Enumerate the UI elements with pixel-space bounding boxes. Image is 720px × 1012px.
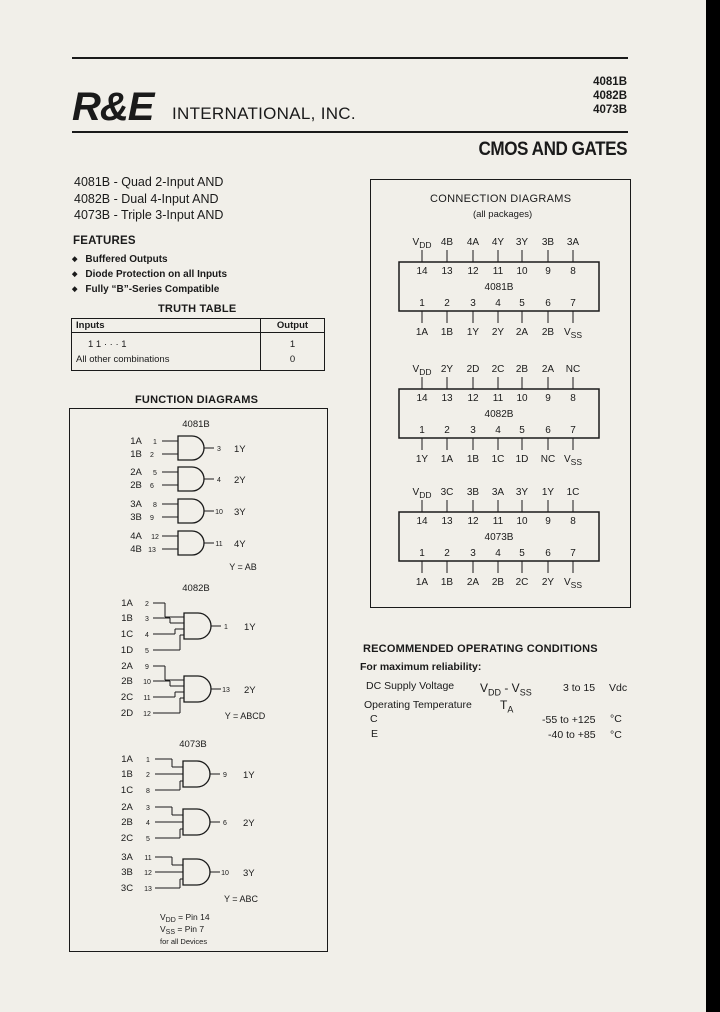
- input-pin: 1: [153, 439, 157, 446]
- top-pin-label: 3C: [440, 487, 454, 498]
- input-name: 1A: [121, 598, 133, 609]
- top-pin-number: 13: [441, 516, 453, 527]
- bottom-pin-label: 1A: [415, 577, 429, 588]
- top-pin-label: 2C: [491, 364, 505, 375]
- top-pin-number: 9: [545, 266, 551, 277]
- bottom-pin-label: $V_{SS}$: [563, 454, 583, 467]
- top-pin-label: 3B: [541, 237, 555, 248]
- temp-symbol-t: T: [500, 698, 508, 712]
- connection-diagrams-subheading: (all packages): [473, 209, 533, 220]
- input-name: 3A: [121, 852, 133, 863]
- bottom-pin-number: 2: [444, 548, 450, 559]
- equation-4082b: Y = ABCD: [224, 711, 266, 721]
- output-name: 2Y: [244, 685, 256, 696]
- table-row: [72, 333, 325, 371]
- bottom-pin-number: 2: [444, 298, 450, 309]
- input-pin: 2: [146, 772, 150, 779]
- bottom-pin-number: 3: [470, 548, 476, 559]
- company-logo: R&E: [72, 85, 154, 129]
- supply-range: 3 to 15: [563, 682, 596, 694]
- output-header: Output: [261, 319, 325, 333]
- input-name: 2D: [120, 708, 134, 719]
- input-pin: 1: [146, 757, 150, 764]
- temp-symbol: [500, 698, 513, 714]
- input-pin: 9: [145, 664, 149, 671]
- input-pin: 3: [146, 805, 150, 812]
- bottom-pin-number: 7: [570, 425, 576, 436]
- bottom-pin-label: 1D: [515, 454, 529, 465]
- description-line: 4081B - Quad 2-Input AND: [74, 175, 224, 189]
- top-pin-label: 2D: [466, 364, 480, 375]
- input-pin: 12: [151, 534, 159, 541]
- output-pin: 13: [222, 687, 230, 694]
- top-pin-label: 1Y: [541, 487, 555, 498]
- input-pin: 5: [153, 470, 157, 477]
- top-pin-label: 2B: [515, 364, 529, 375]
- bottom-pin-label: 1Y: [415, 454, 429, 465]
- supply-label: DC Supply Voltage: [366, 680, 455, 692]
- input-pin: 8: [153, 502, 157, 509]
- top-pin-label: 2A: [541, 364, 555, 375]
- inputs-header: Inputs: [72, 319, 261, 333]
- bottom-pin-label: 2Y: [541, 577, 555, 588]
- supply-symbol-ss: SS: [519, 687, 532, 698]
- footnote-all-devices: for all Devices: [160, 937, 208, 946]
- top-pin-label: NC: [565, 364, 581, 375]
- top-pin-label: 1C: [566, 487, 580, 498]
- top-pin-label: $V_{DD}$: [412, 487, 432, 500]
- bottom-pin-number: 6: [545, 425, 551, 436]
- input-name: 1A: [130, 436, 142, 447]
- bottom-pin-label: 1B: [440, 577, 454, 588]
- top-pin-number: 9: [545, 393, 551, 404]
- bottom-pin-number: 1: [419, 298, 425, 309]
- connection-diagrams-heading: CONNECTION DIAGRAMS: [430, 193, 572, 205]
- bottom-pin-label: 2A: [515, 327, 529, 338]
- top-pin-number: 14: [416, 393, 428, 404]
- truth-table: [71, 318, 325, 371]
- input-pin: 4: [146, 820, 150, 827]
- bottom-pin-number: 7: [570, 548, 576, 559]
- chip-name: 4081B: [484, 282, 514, 293]
- input-pin: 2: [150, 452, 154, 459]
- bottom-pin-number: 1: [419, 425, 425, 436]
- input-name: 1C: [120, 785, 134, 796]
- output-cell: [261, 333, 325, 371]
- input-name: 1B: [121, 613, 133, 624]
- chip-name: 4073B: [484, 532, 514, 543]
- top-pin-number: 13: [441, 266, 453, 277]
- top-pin-number: 11: [492, 266, 504, 277]
- input-name: 2C: [120, 692, 134, 703]
- top-pin-number: 9: [545, 516, 551, 527]
- output-name: 3Y: [243, 868, 255, 879]
- truth-table-heading: TRUTH TABLE: [158, 303, 237, 315]
- output-pin: 9: [223, 772, 227, 779]
- bottom-pin-label: 1B: [440, 327, 454, 338]
- output-pin: 10: [221, 870, 229, 877]
- output-pin: 4: [217, 477, 221, 484]
- bottom-pin-label: 1Y: [466, 327, 480, 338]
- top-pin-number: 12: [467, 266, 479, 277]
- supply-symbol-v: V: [480, 681, 489, 695]
- bottom-pin-label: 2Y: [491, 327, 505, 338]
- truth-row-2-inputs: All other combinations: [76, 354, 170, 365]
- input-name: 2A: [121, 661, 133, 672]
- input-pin: 2: [145, 601, 149, 608]
- footnote-vdd: $V_{DD}$ = Pin 14: [160, 912, 210, 924]
- top-pin-label: 3Y: [515, 237, 529, 248]
- input-name: 3B: [121, 867, 133, 878]
- input-pin: 13: [144, 886, 152, 893]
- footnote-vss: $V_{SS}$ = Pin 7: [160, 924, 205, 936]
- equation-4081b: Y = AB: [229, 562, 257, 572]
- truth-row-1-output: 1: [289, 339, 296, 350]
- output-name: 1Y: [244, 622, 256, 633]
- input-pin: 8: [146, 788, 150, 795]
- page-title: CMOS AND GATES: [478, 139, 627, 160]
- temp-label: Operating Temperature: [364, 699, 472, 711]
- roc-heading: RECOMMENDED OPERATING CONDITIONS: [363, 643, 598, 655]
- supply-symbol-dash: - V: [501, 681, 520, 695]
- top-pin-number: 8: [570, 266, 576, 277]
- output-pin: 10: [215, 509, 223, 516]
- device-descriptions: [74, 174, 223, 224]
- top-pin-number: 12: [467, 516, 479, 527]
- bottom-pin-number: 6: [545, 298, 551, 309]
- truth-row-2-output: 0: [289, 354, 296, 365]
- part-number: 4073B: [593, 104, 627, 116]
- output-name: 4Y: [234, 539, 246, 550]
- part-numbers: [560, 75, 627, 117]
- roc-subheading: For maximum reliability:: [360, 661, 482, 673]
- input-name: 3C: [120, 883, 134, 894]
- top-pin-number: 10: [516, 516, 528, 527]
- description-line: 4073B - Triple 3-Input AND: [74, 208, 224, 222]
- input-name: 3A: [130, 499, 142, 510]
- output-name: 2Y: [243, 818, 255, 829]
- feature-item: ◆ Fully “B”-Series Compatible: [72, 283, 227, 298]
- input-name: 4B: [130, 544, 142, 555]
- input-name: 1A: [121, 754, 133, 765]
- connection-diagrams-box: [370, 179, 631, 608]
- input-pin: 4: [145, 632, 149, 639]
- bottom-pin-number: 2: [444, 425, 450, 436]
- bottom-pin-label: 1C: [491, 454, 505, 465]
- temp-e-unit: °C: [610, 729, 622, 741]
- features-list: [72, 253, 227, 298]
- input-name: 4A: [130, 531, 142, 542]
- input-pin: 6: [150, 483, 154, 490]
- title-rule: [72, 131, 628, 133]
- input-pin: 11: [144, 855, 152, 862]
- bottom-pin-number: 6: [545, 548, 551, 559]
- bottom-pin-number: 3: [470, 298, 476, 309]
- output-pin: 3: [217, 446, 221, 453]
- bottom-pin-label: 1A: [415, 327, 429, 338]
- bottom-pin-label: 1A: [440, 454, 454, 465]
- bottom-pin-number: 1: [419, 548, 425, 559]
- top-pin-number: 8: [570, 393, 576, 404]
- description-line: 4082B - Dual 4-Input AND: [74, 191, 219, 206]
- feature-item: ◆ Buffered Outputs: [72, 253, 227, 268]
- top-pin-number: 14: [416, 266, 428, 277]
- input-pin: 13: [148, 547, 156, 554]
- temp-c-range: -55 to +125: [542, 714, 596, 726]
- top-pin-label: $V_{DD}$: [412, 364, 432, 377]
- bottom-pin-label: 1B: [466, 454, 480, 465]
- function-diagrams-heading: FUNCTION DIAGRAMS: [135, 394, 259, 406]
- input-name: 1D: [120, 645, 134, 656]
- bottom-pin-label: NC: [540, 454, 556, 465]
- top-pin-label: 3A: [566, 237, 580, 248]
- bottom-pin-number: 7: [570, 298, 576, 309]
- output-name: 1Y: [243, 770, 255, 781]
- bottom-pin-number: 3: [470, 425, 476, 436]
- input-pin: 5: [146, 836, 150, 843]
- top-pin-label: 3A: [491, 487, 505, 498]
- feature-item: ◆ Diode Protection on all Inputs: [72, 268, 227, 283]
- bottom-pin-label: 2C: [515, 577, 529, 588]
- output-pin: 11: [215, 541, 223, 548]
- input-name: 2A: [121, 802, 133, 813]
- input-name: 1C: [120, 629, 134, 640]
- bottom-pin-label: $V_{SS}$: [563, 577, 583, 590]
- input-name: 2B: [121, 676, 133, 687]
- top-pin-number: 14: [416, 516, 428, 527]
- top-pin-number: 12: [467, 393, 479, 404]
- top-pin-label: 4Y: [491, 237, 505, 248]
- table-header-row: [72, 319, 325, 333]
- input-pin: 12: [143, 711, 151, 718]
- supply-unit: Vdc: [609, 682, 628, 694]
- top-pin-label: 3B: [466, 487, 480, 498]
- features-heading: FEATURES: [73, 235, 136, 247]
- temp-e-label: E: [371, 728, 379, 740]
- output-name: 3Y: [234, 507, 246, 518]
- chip-name: 4082B: [484, 409, 514, 420]
- supply-symbol-dd: DD: [488, 687, 502, 698]
- input-pin: 5: [145, 648, 149, 655]
- output-name: 1Y: [234, 444, 246, 455]
- bottom-pin-number: 5: [519, 548, 525, 559]
- bottom-pin-number: 5: [519, 425, 525, 436]
- part-number: 4082B: [593, 90, 627, 102]
- input-pin: 12: [144, 870, 152, 877]
- equation-4073b: Y = ABC: [223, 894, 259, 904]
- top-pin-number: 10: [516, 393, 528, 404]
- top-pin-number: 8: [570, 516, 576, 527]
- output-name: 2Y: [234, 475, 246, 486]
- supply-symbol: [480, 681, 532, 697]
- inputs-cell: [72, 333, 261, 371]
- bottom-pin-label: 2A: [466, 577, 480, 588]
- top-pin-number: 11: [492, 393, 504, 404]
- top-pin-number: 11: [492, 516, 504, 527]
- input-name: 1B: [121, 769, 133, 780]
- diagram-label-4073b: 4073B: [179, 739, 207, 750]
- temp-e-range: -40 to +85: [548, 729, 596, 741]
- input-pin: 10: [143, 679, 151, 686]
- top-pin-label: 4B: [440, 237, 454, 248]
- bottom-pin-label: 2B: [491, 577, 505, 588]
- temp-c-label: C: [370, 713, 378, 725]
- bottom-pin-label: $V_{SS}$: [563, 327, 583, 340]
- temp-c-unit: °C: [610, 713, 622, 725]
- part-number: 4081B: [593, 76, 627, 88]
- input-name: 2B: [121, 817, 133, 828]
- bottom-pin-number: 4: [495, 425, 501, 436]
- top-pin-label: $V_{DD}$: [412, 237, 432, 250]
- company-name: INTERNATIONAL, INC.: [172, 104, 356, 123]
- output-pin: 6: [223, 820, 227, 827]
- input-name: 2C: [120, 833, 134, 844]
- top-pin-number: 10: [516, 266, 528, 277]
- output-pin: 1: [224, 624, 228, 631]
- bottom-pin-number: 5: [519, 298, 525, 309]
- top-pin-label: 3Y: [515, 487, 529, 498]
- input-pin: 9: [150, 515, 154, 522]
- diagram-label-4081b: 4081B: [182, 419, 210, 430]
- input-name: 2A: [130, 467, 142, 478]
- top-pin-label: 2Y: [440, 364, 454, 375]
- input-pin: 3: [145, 616, 149, 623]
- diagram-label-4082b: 4082B: [182, 583, 210, 594]
- top-pin-label: 4A: [466, 237, 480, 248]
- truth-row-1-inputs: 1 1 · · · 1: [88, 339, 127, 350]
- top-rule: [72, 57, 628, 59]
- input-pin: 11: [143, 695, 151, 702]
- bottom-pin-number: 4: [495, 298, 501, 309]
- bottom-pin-number: 4: [495, 548, 501, 559]
- input-name: 1B: [130, 449, 142, 460]
- input-name: 2B: [130, 480, 142, 491]
- function-diagrams-box: [69, 408, 328, 952]
- input-name: 3B: [130, 512, 142, 523]
- temp-symbol-a: A: [507, 704, 514, 715]
- top-pin-number: 13: [441, 393, 453, 404]
- bottom-pin-label: 2B: [541, 327, 555, 338]
